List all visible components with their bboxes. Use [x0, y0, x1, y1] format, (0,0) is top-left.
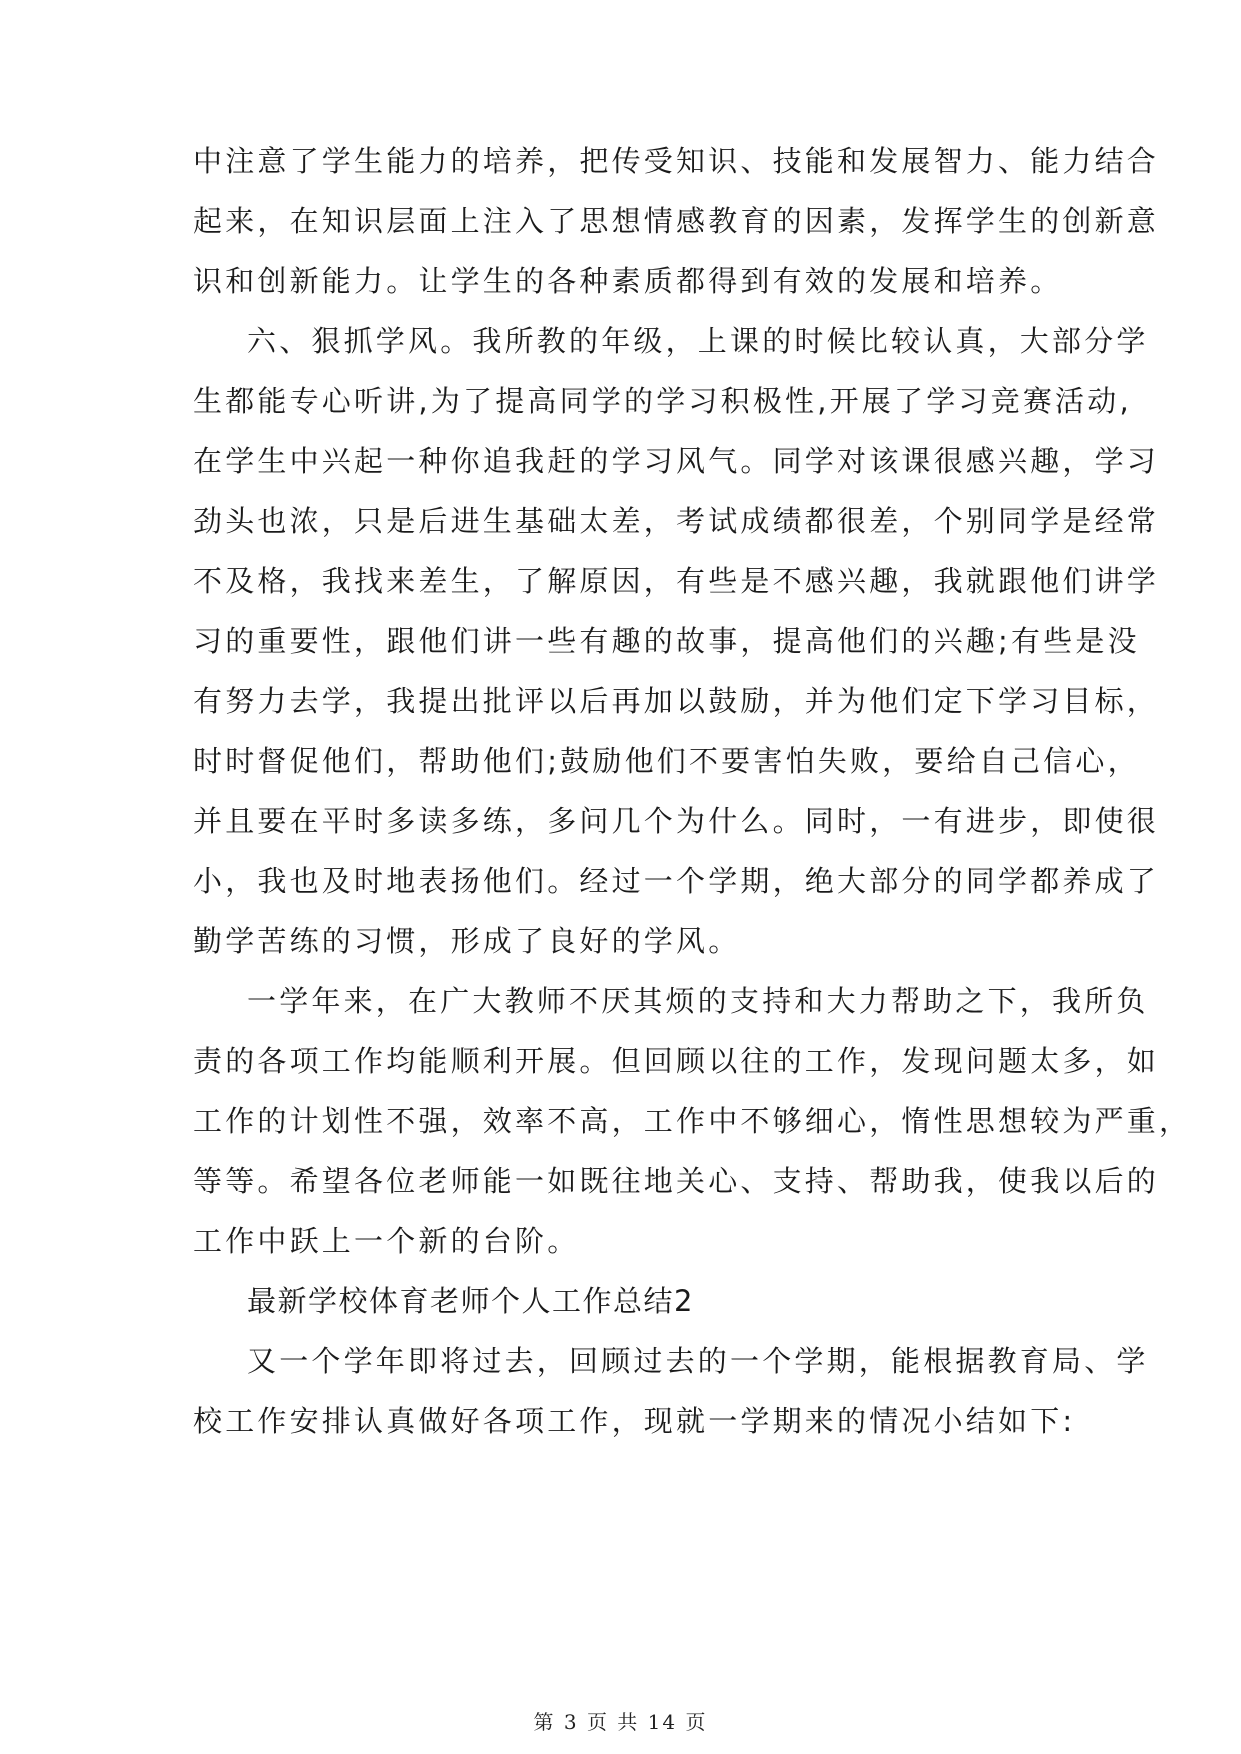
text-line: 工作的计划性不强，效率不高，工作中不够细心，惰性思想较为严重， [193, 1104, 1192, 1138]
text-line: 工作中跃上一个新的台阶。 [193, 1224, 580, 1258]
paragraph-start-line: 一学年来，在广大教师不厌其烦的支持和大力帮助之下，我所负 [247, 984, 1149, 1018]
text-line: 责的各项工作均能顺利开展。但回顾以往的工作，发现问题太多，如 [193, 1044, 1160, 1078]
text-line: 识和创新能力。让学生的各种素质都得到有效的发展和培养。 [193, 264, 1063, 298]
text-line: 劲头也浓，只是后进生基础太差，考试成绩都很差，个别同学是经常 [193, 504, 1160, 538]
text-line: 并且要在平时多读多练，多问几个为什么。同时，一有进步，即使很 [193, 804, 1160, 838]
text-line: 生都能专心听讲,为了提高同学的学习积极性,开展了学习竞赛活动, [193, 384, 1132, 418]
text-line: 勤学苦练的习惯，形成了良好的学风。 [193, 924, 741, 958]
paragraph-start-line: 又一个学年即将过去，回顾过去的一个学期，能根据教育局、学 [247, 1344, 1149, 1378]
text-line: 习的重要性，跟他们讲一些有趣的故事，提高他们的兴趣;有些是没 [193, 624, 1140, 658]
text-line: 不及格，我找来差生，了解原因，有些是不感兴趣，我就跟他们讲学 [193, 564, 1160, 598]
text-line: 时时督促他们，帮助他们;鼓励他们不要害怕失败，要给自己信心， [193, 744, 1140, 778]
text-line: 等等。希望各位老师能一如既往地关心、支持、帮助我，使我以后的 [193, 1164, 1160, 1198]
text-line: 小，我也及时地表扬他们。经过一个学期，绝大部分的同学都养成了 [193, 864, 1160, 898]
text-line: 起来，在知识层面上注入了思想情感教育的因素，发挥学生的创新意 [193, 204, 1160, 238]
page-number-footer: 第 3 页 共 14 页 [533, 1710, 708, 1734]
text-line: 有努力去学，我提出批评以后再加以鼓励，并为他们定下学习目标， [193, 684, 1160, 718]
text-line: 校工作安排认真做好各项工作，现就一学期来的情况小结如下: [193, 1404, 1076, 1438]
text-line: 在学生中兴起一种你追我赶的学习风气。同学对该课很感兴趣，学习 [193, 444, 1160, 478]
paragraph-start-line: 六、狠抓学风。我所教的年级，上课的时候比较认真，大部分学 [247, 324, 1149, 358]
section-title: 最新学校体育老师个人工作总结2 [247, 1284, 694, 1318]
text-line: 中注意了学生能力的培养，把传受知识、技能和发展智力、能力结合 [193, 144, 1160, 178]
